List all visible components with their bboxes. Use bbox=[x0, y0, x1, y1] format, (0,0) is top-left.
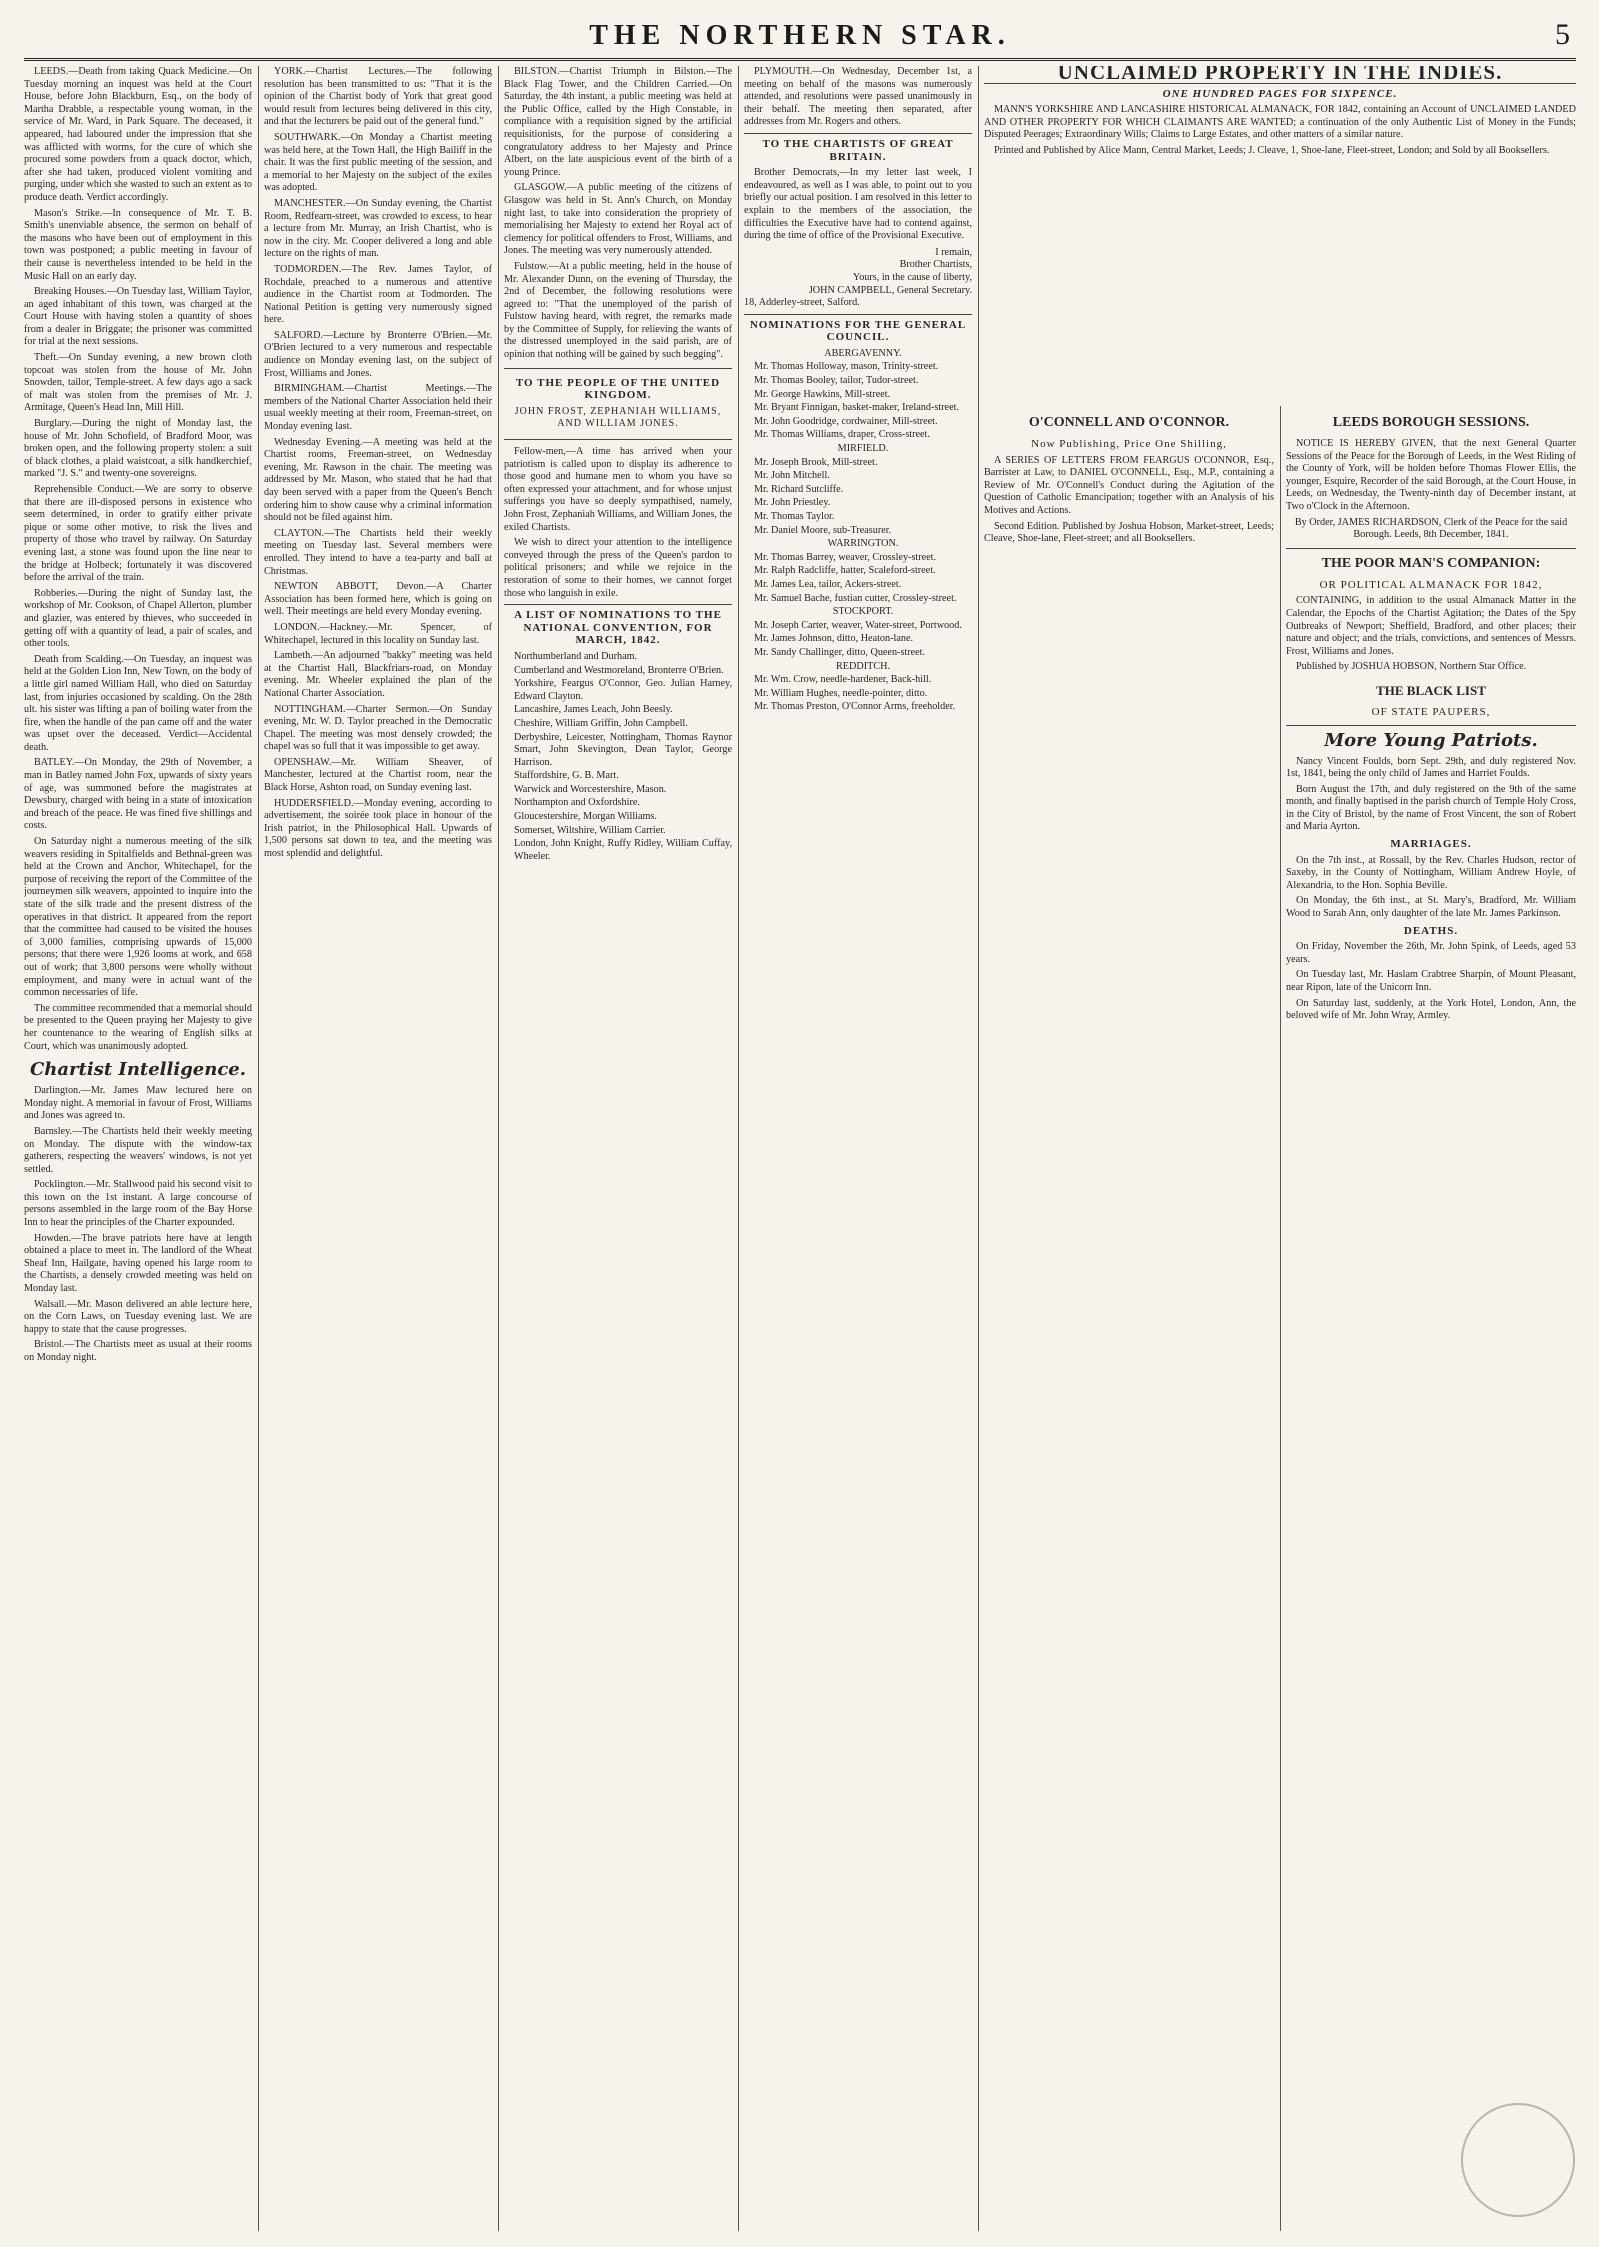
article-paragraph: LONDON.—Hackney.—Mr. Spencer, of Whitechapel, lectured in this locality on Sunday last. bbox=[264, 621, 492, 646]
article-paragraph: Barnsley.—The Chartists held their weekly meeting on Monday. The dispute with the window-tax gatherers, respecting the weavers' windows, is not yet settled. bbox=[24, 1125, 252, 1175]
article-paragraph: SOUTHWARK.—On Monday a Chartist meeting was held here, at the Town Hall, the High Bailiff in the chair. It was the first public meeting of the session, and a memorial to her Majesty on the subject of the exiles was adopted. bbox=[264, 131, 492, 194]
announcement-paragraph: On Friday, November the 26th, Mr. John Spink, of Leeds, aged 53 years. bbox=[1286, 941, 1576, 965]
list-item: Staffordshire, G. B. Mart. bbox=[514, 770, 619, 782]
notice-paragraph: By Order, JAMES RICHARDSON, Clerk of the Peace for the said Borough. Leeds, 8th December, 1841. bbox=[1294, 516, 1568, 541]
column-5 bbox=[984, 406, 1274, 2231]
list-item: Yorkshire, Feargus O'Connor, Geo. Julian Harney, Edward Clayton. bbox=[514, 678, 732, 702]
nominations-list-heading: A LIST OF NOMINATIONS TO THE NATIONAL CONVENTION, FOR MARCH, 1842. bbox=[504, 604, 732, 647]
article-paragraph: Reprehensible Conduct.—We are sorry to observe that there are ill-disposed persons in existence who seem determined, in order to gratify either private pique or some other motive, to risk the lives and property of those who travel by railway. On Saturday evening last, a stone was found upon the line near to the bridge at Holbeck; fortunately it was discovered before the arrival of the train. bbox=[24, 484, 252, 584]
column-2 bbox=[264, 66, 492, 2231]
column-1 bbox=[24, 66, 252, 2231]
announcement-paragraph: Born August the 17th, and duly registered on the 9th of the same month, and finally baptised in the parish church of Temple Holy Cross, in the City of Bristol, by the name of Frost Vincent, the son of Robert and Maria Ayrton. bbox=[1286, 783, 1576, 833]
list-item: Mr. Bryant Finnigan, basket-maker, Ireland-street. bbox=[754, 402, 959, 414]
advert-paragraph: Printed and Published by Alice Mann, Central Market, Leeds; J. Cleave, 1, Shoe-lane, Fleet-street, London; and Sold by all Booksellers. bbox=[994, 144, 1550, 156]
list-item: Mr. John Goodridge, cordwainer, Mill-street. bbox=[754, 415, 938, 427]
signature-line: Brother Chartists, bbox=[899, 259, 972, 271]
general-council-heading: NOMINATIONS FOR THE GENERAL COUNCIL. bbox=[744, 314, 972, 344]
oconnell-heading: O'CONNELL AND O'CONNOR. bbox=[1028, 415, 1230, 430]
article-paragraph: CLAYTON.—The Chartists held their weekly meeting on Tuesday last. Several members were enrolled. They intend to have a tea-party and ball at Christmas. bbox=[264, 527, 492, 577]
article-paragraph: NOTTINGHAM.—Charter Sermon.—On Sunday evening, Mr. W. D. Taylor preached in the Democratic Chapel. The meeting was most densely crowded; the chapel was so full that it was impossible to get away. bbox=[264, 703, 492, 753]
list-item: Gloucestershire, Morgan Williams. bbox=[514, 811, 657, 823]
list-item: STOCKPORT. bbox=[832, 606, 894, 618]
poor-mans-companion-heading: THE POOR MAN'S COMPANION: bbox=[1286, 548, 1576, 575]
page-number: 5 bbox=[1555, 18, 1570, 51]
list-item: Mr. James Lea, tailor, Ackers-street. bbox=[754, 578, 902, 590]
article-paragraph: Burglary.—During the night of Monday last, the house of Mr. John Schofield, of Bradford Moor, was broken open, and the following property stolen: a suit of black clothes, a plaid waistcoat, a silk handkerchief, marked "J. S." and twenty-one sovereigns. bbox=[24, 418, 252, 480]
signature-block bbox=[744, 247, 972, 310]
article-paragraph: YORK.—Chartist Lectures.—The following resolution has been transmitted to us: "That it is the opinion of the Chartist body of York that great good would result from lectures being delivered in this city, and that the lecturers be paid out of the general fund." bbox=[264, 66, 492, 128]
article-paragraph: Mason's Strike.—In consequence of Mr. T. B. Smith's unenviable absence, the sermon on behalf of the masons who have been out of employment in this town was postponed; a public meeting in favour of their cause is nevertheless intended to be held in the Music Hall on an early day. bbox=[24, 207, 252, 282]
article-paragraph: BIRMINGHAM.—Chartist Meetings.—The members of the National Charter Association held their usual weekly meeting at their room, Freeman-street, on Monday evening last. bbox=[264, 383, 492, 433]
announcement-paragraph: On Tuesday last, Mr. Haslam Crabtree Sharpin, of Mount Pleasant, near Ripon, late of the Unicorn Inn. bbox=[1286, 969, 1576, 993]
article-paragraph: Brother Democrats,—In my letter last week, I endeavoured, as well as I was able, to point out to you briefly our actual position. I am resolved in this letter to explain to the members of the association, the difficulties the Executive have had to contend against, during the time of office of the Provisional Executive. bbox=[744, 167, 972, 242]
list-item: Mr. John Priestley. bbox=[754, 497, 831, 509]
column-rule bbox=[498, 66, 499, 2231]
newspaper-title: THE NORTHERN STAR. bbox=[589, 20, 1011, 51]
column-rule bbox=[978, 66, 979, 2231]
column-6 bbox=[1286, 406, 1576, 2231]
article-paragraph: SALFORD.—Lecture by Bronterre O'Brien.—Mr. O'Brien lectured to a very numerous and respectable audience on Monday evening last, on the subject of Frost, Williams and Jones. bbox=[264, 329, 492, 379]
black-list-heading: THE BLACK LIST bbox=[1376, 682, 1486, 698]
unclaimed-property-heading: UNCLAIMED PROPERTY IN THE INDIES. bbox=[984, 66, 1576, 84]
address-heading: TO THE PEOPLE OF THE UNITED KINGDOM. bbox=[515, 376, 721, 402]
list-item: Mr. Sandy Challinger, ditto, Queen-street. bbox=[754, 646, 926, 658]
article-paragraph: Wednesday Evening.—A meeting was held at the Chartist rooms, Freeman-street, on Wednesday evening, Mr. Rawson in the chair. The meeting was addressed by Mr. Mason, who stated that he had that day been served with a paper from the Queen's Bench ordering him to show cause why a criminal information should not be filed against him. bbox=[264, 436, 492, 524]
poor-mans-companion-subheading: OR POLITICAL ALMANACK FOR 1842, bbox=[1319, 578, 1543, 591]
article-paragraph: Fellow-men,—A time has arrived when your patriotism is called upon to display its adherence to those good and humane men to whom you have so often expressed your attachment, and for whose unjust sufferings you have so deeply sympathised, namely, John Frost, Zephaniah Williams, and William Jones, the exiled Chartists. bbox=[504, 446, 732, 533]
article-paragraph: Lambeth.—An adjourned "bakky" meeting was held at the Chartist Hall, Blackfriars-road, on Monday evening. Mr. Wheeler explained the plan of the National Charter Association. bbox=[264, 650, 492, 699]
list-item: Somerset, Wiltshire, William Carrier. bbox=[514, 824, 666, 836]
article-paragraph: Darlington.—Mr. James Maw lectured here on Monday night. A memorial in favour of Frost, Williams and Jones was agreed to. bbox=[24, 1085, 252, 1122]
list-item: WARRINGTON. bbox=[827, 538, 899, 550]
list-item: Mr. Samuel Bache, fustian cutter, Crossley-street. bbox=[754, 592, 957, 604]
masthead bbox=[24, 14, 1576, 61]
nominations-list bbox=[504, 651, 732, 864]
list-item: MIRFIELD. bbox=[837, 443, 889, 455]
list-item: Cumberland and Westmoreland, Bronterre O'Brien. bbox=[514, 664, 724, 676]
column-3 bbox=[504, 66, 732, 2231]
column-rule bbox=[258, 66, 259, 2231]
address-subheading: JOHN FROST, ZEPHANIAH WILLIAMS, AND WILLIAM JONES. bbox=[514, 405, 722, 430]
article-paragraph: TODMORDEN.—The Rev. James Taylor, of Rochdale, preached to a numerous and attentive audience in the Chartist room at Todmorden. The National Petition is getting very numerously signed here. bbox=[264, 263, 492, 326]
advert-paragraph: Second Edition. Published by Joshua Hobson, Market-street, Leeds; Cleave, Shoe-lane, Fleet-street; and all Booksellers. bbox=[984, 520, 1274, 545]
article-paragraph: Death from Scalding.—On Tuesday, an inquest was held at the Golden Lion Inn, New Town, on the body of a little girl named William Hall, who died on Saturday last, from injuries occasioned by scalding. On the 28th ult. his sister was lifting a pan of boiling water from the fire, when the handle of the pan came off and the water was upset over the deceased. Verdict—Accidental death. bbox=[24, 653, 252, 753]
announcement-paragraph: On the 7th inst., at Rossall, by the Rev. Charles Hudson, rector of Saxeby, in the County of Nottingham, William Andrew Hoyle, of Alexandria, to the Hon. Sophia Beville. bbox=[1286, 854, 1576, 891]
article-paragraph: HUDDERSFIELD.—Monday evening, according to advertisement, the soirée took place in honour of the Irish patriot, in the Philosophical Hall. Upwards of 1,500 persons sat down to tea, and the meeting was most splendid and delightful. bbox=[264, 797, 492, 860]
signature-line: JOHN CAMPBELL, General Secretary. bbox=[808, 284, 972, 296]
list-item: Mr. William Hughes, needle-pointer, ditto. bbox=[754, 687, 928, 699]
article-paragraph: BILSTON.—Chartist Triumph in Bilston.—The Black Flag Tower, and the Children Carried.—On Saturday, the 4th instant, a public meeting was held at the Public Office, called by the High Constable, in compliance with a requisition signed by the artificial requisitionists, for the purpose of considering a congratulatory address to her Majesty and Prince Albert, on the late auspicious event of the birth of a young Prince. bbox=[504, 66, 732, 178]
young-patriots-heading: More Young Patriots. bbox=[1286, 725, 1576, 752]
article-paragraph: Walsall.—Mr. Mason delivered an able lecture here, on the Corn Laws, on Tuesday evening last. We are happy to state that the cause progresses. bbox=[24, 1298, 252, 1335]
article-paragraph: The committee recommended that a memorial should be presented to the Queen praying her Majesty to give her countenance to the wearing of English silks at Court, which was unanimously adopted. bbox=[24, 1002, 252, 1052]
notice-paragraph: NOTICE IS HEREBY GIVEN, that the next General Quarter Sessions of the Peace for the Borough of Leeds, in the West Riding of the County of York, will be holden before Thomas Flower Ellis, the younger, Esquire, Recorder of the said Borough, at the Court House, in Leeds, on Wednesday, the Twenty-ninth day of December instant, at Two o'Clock in the Afternoon. bbox=[1286, 438, 1576, 512]
oconnell-subheading: Now Publishing, Price One Shilling, bbox=[1031, 438, 1227, 450]
list-item: Mr. George Hawkins, Mill-street. bbox=[754, 388, 891, 400]
list-item: Derbyshire, Leicester, Nottingham, Thomas Raynor Smart, John Skevington, Dean Taylor, George Harrison. bbox=[514, 731, 732, 768]
list-item: Mr. Thomas Booley, tailor, Tudor-street. bbox=[754, 375, 919, 387]
advert-paragraph: A SERIES OF LETTERS FROM FEARGUS O'CONNOR, Esq., Barrister at Law, to DANIEL O'CONNELL, Esq., M.P., containing a Review of Mr. O'Connell's Conduct during the Agitation of the Question of Catholic Emancipation; together with an Analysis of his Motives and Actions. bbox=[984, 454, 1274, 516]
leeds-sessions-heading: LEEDS BOROUGH SESSIONS. bbox=[1332, 415, 1530, 430]
article-paragraph: Howden.—The brave patriots here have at length obtained a place to meet in. The landlord of the Wheat Sheaf Inn, Hailgate, having opened his large room to the Chartists, a densely crowded meeting was held on Monday last. bbox=[24, 1232, 252, 1295]
column-rule bbox=[1280, 406, 1281, 2231]
article-paragraph: Bristol.—The Chartists meet as usual at their rooms on Monday night. bbox=[24, 1339, 252, 1363]
article-paragraph: Fulstow.—At a public meeting, held in the house of Mr. Alexander Dunn, on the evening of Thursday, the 2nd of December, the following resolutions were agreed to: "That the unemployed of the parish of Fulstow having heard, with regret, the remarks made by the Committee of Supply, for relieving the wants of the distressed unemployed in the said parish, are of opinion that nothing will be gained by such begging". bbox=[504, 260, 732, 361]
unclaimed-property-advert bbox=[984, 66, 1576, 396]
list-item: Mr. Thomas Holloway, mason, Trinity-street. bbox=[754, 361, 939, 373]
list-item: Mr. Ralph Radcliffe, hatter, Scaleford-street. bbox=[754, 565, 936, 577]
article-paragraph: BATLEY.—On Monday, the 29th of November, a man in Batley named John Fox, upwards of sixty years of age, was summoned before the magistrates at Dewsbury, charged with being in a state of intoxication and breach of the peace. He was fined five shillings and costs. bbox=[24, 757, 252, 832]
advert-paragraph: CONTAINING, in addition to the usual Almanack Matter in the Calendar, the Epochs of the Chartist Agitation; the Dates of the Spy Outbreaks of Newport; Sheffield, Bradford, and other places; their nature and object; and the trials, convictions, and sentences of Messrs. Frost, Williams and Jones. bbox=[1286, 595, 1576, 657]
article-paragraph: We wish to direct your attention to the intelligence conveyed through the press of the Queen's pardon to political prisoners; and while we rejoice in the restoration of some to their homes, we cannot forget those who languish in exile. bbox=[504, 537, 732, 599]
unclaimed-property-subheading: ONE HUNDRED PAGES FOR SIXPENCE. bbox=[1162, 87, 1398, 100]
list-item: Mr. Joseph Carter, weaver, Water-street, Portwood. bbox=[754, 619, 962, 631]
announcement-paragraph: On Saturday last, suddenly, at the York Hotel, London, Ann, the beloved wife of Mr. John Wray, Armley. bbox=[1286, 997, 1576, 1022]
list-item: REDDITCH. bbox=[835, 660, 891, 672]
list-item: Mr. John Mitchell. bbox=[754, 470, 830, 482]
signature-line: 18, Adderley-street, Salford. bbox=[744, 297, 860, 309]
deaths-heading: DEATHS. bbox=[1403, 924, 1459, 937]
newspaper-page bbox=[24, 14, 1576, 2234]
list-item: Mr. Wm. Crow, needle-hardener, Back-hill. bbox=[754, 674, 932, 686]
article-paragraph: GLASGOW.—A public meeting of the citizens of Glasgow was held in St. Ann's Church, on Monday night last, to take into consideration the propriety of memorialising her Majesty to extend her Royal act of clemency for political offenders to Frost, Williams, and Jones. The meeting was very numerously attended. bbox=[504, 182, 732, 257]
article-paragraph: Robberies.—During the night of Sunday last, the workshop of Mr. Cookson, of Chapel Allerton, plumber and glazier, was entered by thieves, who succeeded in getting off with a quantity of lead, a pair of scales, and other tools. bbox=[24, 587, 252, 650]
signature-line: Yours, in the cause of liberty, bbox=[852, 271, 972, 283]
article-paragraph: LEEDS.—Death from taking Quack Medicine.—On Tuesday morning an inquest was held at the Court House, before John Blackburn, Esq., on the body of Martha Drabble, a respectable young woman, in the service of Mr. Ward, in Park Square. The deceased, it appeared, had laboured under the impression that she was afflicted with worms, for the cure of which she procured some powders from a quack doctor, which, after she had taken, produced violent vomiting and purging, under which she wasted to such an extent as to produce death. Verdict accordingly. bbox=[24, 66, 252, 203]
article-paragraph: PLYMOUTH.—On Wednesday, December 1st, a meeting on behalf of the masons was numerously attended, and resolutions were passed unanimously in their behalf. The meeting then separated, after addresses from Mr. Rogers and others. bbox=[744, 66, 972, 128]
article-paragraph: Pocklington.—Mr. Stallwood paid his second visit to this town on the 1st instant. A large concourse of persons assembled in the large room of the Bay Horse Inn to hear the principles of the Charter expounded. bbox=[24, 1179, 252, 1229]
list-item: Northampton and Oxfordshire. bbox=[514, 797, 640, 809]
list-item: Cheshire, William Griffin, John Campbell. bbox=[514, 717, 688, 729]
article-paragraph: OPENSHAW.—Mr. William Sheaver, of Manchester, lectured at the Chartist room, near the Black Horse, Ashton road, on Sunday evening last. bbox=[264, 756, 492, 794]
list-item: Mr. Thomas Barrey, weaver, Crossley-street. bbox=[754, 551, 937, 563]
list-item: Mr. Joseph Brook, Mill-street. bbox=[754, 456, 878, 468]
article-paragraph: MANCHESTER.—On Sunday evening, the Chartist Room, Redfearn-street, was crowded to excess, to hear a lecture from Mr. Murray, an Irish Chartist, who is now in the city. Mr. Cooper delivered a long and able lecture on the rights of man. bbox=[264, 197, 492, 260]
list-item: Mr. Thomas Taylor. bbox=[754, 511, 835, 522]
col1-article bbox=[24, 66, 252, 1053]
article-paragraph: On Saturday night a numerous meeting of the silk weavers residing in Spitalfields and Bethnal-green was held at the Crown and Anchor, Whitechapel, for the purpose of receiving the report of the Committee of the journeymen silk weavers, appointed to inquire into the state of the silk trade and the present distress of the operatives in that district. It appeared from the report that the committee had caused to be visited the houses of 3,000 families, comprising upwards of 15,000 persons; that there were 1,926 looms at work, and 658 out of work; that 3,800 persons were wholly without employment, and many were in actual want of the common necessaries of life. bbox=[24, 836, 252, 999]
list-item: Mr. James Johnson, ditto, Heaton-lane. bbox=[754, 633, 914, 645]
list-item: Mr. Richard Sutcliffe. bbox=[754, 483, 844, 495]
columns bbox=[24, 66, 1576, 2231]
chartist-intelligence-heading: Chartist Intelligence. bbox=[29, 1059, 247, 1081]
article-paragraph: Theft.—On Sunday evening, a new brown cloth topcoat was stolen from the house of Mr. John Snowden, tailor, Temple-street. A few days ago a sack of malt was stolen from the premises of Mr. J. Armitage, Queen's Head Inn, Mill Hill. bbox=[24, 352, 252, 414]
list-item: Northumberland and Durham. bbox=[514, 650, 638, 662]
list-item: Lancashire, James Leach, John Beesly. bbox=[514, 704, 673, 716]
marriages-heading: MARRIAGES. bbox=[1390, 838, 1472, 851]
list-item: Mr. Thomas Preston, O'Connor Arms, freeholder. bbox=[754, 701, 956, 713]
council-nominations bbox=[744, 348, 972, 714]
address-heading: TO THE CHARTISTS OF GREAT BRITAIN. bbox=[744, 133, 972, 163]
list-item: Mr. Daniel Moore, sub-Treasurer. bbox=[754, 524, 892, 536]
column-4 bbox=[744, 66, 972, 2231]
article-paragraph: NEWTON ABBOTT, Devon.—A Charter Association has been formed here, which is going on well. Their meetings are held every Monday evening. bbox=[264, 581, 492, 618]
list-item: ABERGAVENNY. bbox=[824, 347, 902, 359]
column-rule bbox=[738, 66, 739, 2231]
signature-line: I remain, bbox=[935, 246, 972, 258]
list-item: Mr. Thomas Williams, draper, Cross-street. bbox=[754, 429, 930, 441]
article-paragraph: Breaking Houses.—On Tuesday last, William Taylor, an aged inhabitant of this town, was charged at the Court House with having stolen a quantity of shoes from a dealer in Briggate; the prisoner was committed for trial at the next sessions. bbox=[24, 286, 252, 348]
announcement-paragraph: On Monday, the 6th inst., at St. Mary's, Bradford, Mr. William Wood to Sarah Ann, only daughter of the late Mr. James Parkinson. bbox=[1286, 895, 1576, 920]
address-block bbox=[504, 368, 732, 440]
announcement-paragraph: Nancy Vincent Foulds, born Sept. 29th, and duly registered Nov. 1st, 1841, being the only child of James and Harriet Foulds. bbox=[1286, 755, 1576, 780]
advert-paragraph: MANN'S YORKSHIRE AND LANCASHIRE HISTORICAL ALMANACK, FOR 1842, containing an Account of UNCLAIMED LANDED AND OTHER PROPERTY FOR WHICH CLAIMANTS ARE WANTED; a continuation of the only Authentic List of Money in the Funds; Disputed Peerages; Extraordinary Wills; Claims to Large Estates, and other matters of a similar nature. bbox=[984, 104, 1576, 141]
black-list-subheading: OF STATE PAUPERS, bbox=[1371, 705, 1491, 718]
advert-paragraph: Published by JOSHUA HOBSON, Northern Star Office. bbox=[1296, 661, 1527, 673]
list-item: Warwick and Worcestershire, Mason. bbox=[514, 783, 667, 795]
library-stamp bbox=[1461, 2103, 1575, 2217]
list-item: London, John Knight, Ruffy Ridley, William Cuffay, Wheeler. bbox=[514, 838, 732, 862]
